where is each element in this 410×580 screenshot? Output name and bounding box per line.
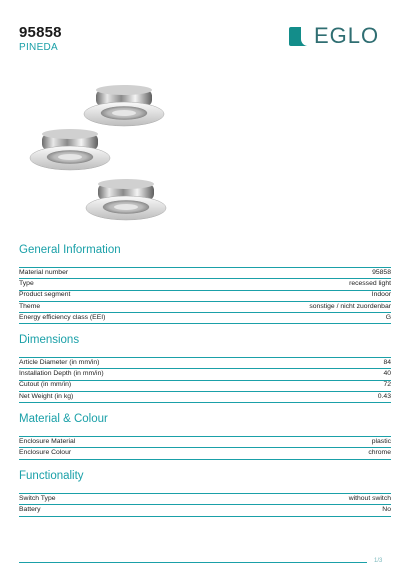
row-value: without switch (348, 494, 391, 502)
downlight-top (84, 85, 164, 126)
table-row (19, 448, 391, 459)
row-value: Indoor (371, 291, 391, 299)
row-value: 95858 (372, 268, 391, 276)
table-row (19, 291, 391, 302)
table-row (19, 358, 391, 369)
table-row (19, 268, 391, 279)
row-value: sonstige / nicht zuordenbar (309, 302, 391, 310)
row-value: 72 (383, 381, 391, 389)
table-row (19, 494, 391, 505)
table-row (19, 505, 391, 516)
section-title-functionality: Functionality (19, 470, 84, 482)
row-label: Enclosure Material (19, 437, 76, 445)
eglo-logo (289, 25, 379, 47)
row-label: Switch Type (19, 494, 56, 502)
table-row (19, 369, 391, 380)
row-label: Material number (19, 268, 69, 276)
table-row (19, 279, 391, 290)
row-value: chrome (368, 449, 391, 457)
row-value: 40 (383, 370, 391, 378)
row-value: No (382, 506, 391, 514)
spec-table-material (19, 436, 391, 460)
eglo-logo-text: EGLO (314, 23, 380, 48)
section-title-general: General Information (19, 244, 121, 256)
row-label: Battery (19, 506, 41, 514)
row-label: Product segment (19, 291, 71, 299)
row-label: Installation Depth (in mm/in) (19, 370, 104, 378)
row-value: G (385, 313, 391, 321)
table-row (19, 392, 391, 403)
row-value: 0.43 (377, 392, 391, 400)
row-value: recessed light (349, 280, 391, 288)
row-label: Cutout (in mm/in) (19, 381, 72, 389)
row-label: Enclosure Colour (19, 449, 72, 457)
row-label: Theme (19, 302, 41, 310)
row-label: Energy efficiency class (EEI) (19, 313, 106, 321)
spec-table-general (19, 267, 391, 324)
row-value: 84 (383, 358, 391, 366)
table-row (19, 381, 391, 392)
row-label: Net Weight (in kg) (19, 392, 74, 400)
product-number: 95858 (19, 24, 62, 41)
row-label: Type (19, 280, 34, 288)
spec-table-dimensions (19, 357, 391, 403)
footer-divider (19, 562, 367, 563)
row-value: plastic (371, 437, 391, 445)
table-row (19, 302, 391, 313)
table-row (19, 313, 391, 324)
downlight-left (30, 129, 110, 170)
eglo-logo-mark (289, 27, 308, 46)
spec-table-functionality (19, 493, 391, 517)
downlight-bottom (86, 179, 166, 220)
section-title-dimensions: Dimensions (19, 334, 80, 346)
page-number: 1/3 (374, 558, 383, 564)
section-title-material: Material & Colour (19, 413, 108, 425)
product-image (20, 80, 180, 230)
table-row (19, 437, 391, 448)
row-label: Article Diameter (in mm/in) (19, 358, 100, 366)
product-name: PINEDA (19, 42, 59, 53)
